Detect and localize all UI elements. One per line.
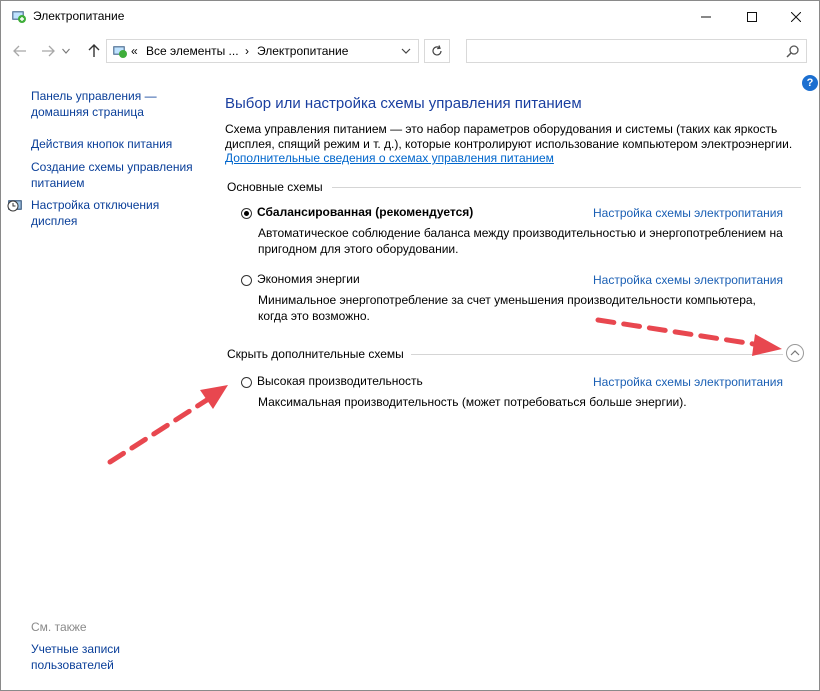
plan-balanced-name[interactable]: Сбалансированная (рекомендуется) — [257, 205, 474, 219]
group-divider — [411, 354, 783, 355]
plan-high-performance-radio[interactable] — [241, 377, 252, 388]
breadcrumb-power-options[interactable]: Электропитание — [257, 44, 349, 58]
collapse-additional-plans-button[interactable] — [786, 344, 804, 362]
chevron-up-icon — [790, 349, 800, 357]
plan-high-performance-name[interactable]: Высокая производительность — [257, 374, 423, 388]
page-description: Схема управления питанием — это набор параметров оборудования и системы (таких как яркость дисплея, спящий режим и т. д.), которые контролируют использование компьютером электроэнергии. — [225, 122, 793, 151]
power-options-icon — [11, 8, 27, 24]
sidebar-item-control-panel-home[interactable]: Панель управления — домашняя страница — [31, 89, 157, 119]
see-also-title: См. также — [31, 620, 87, 634]
address-overflow-chevron[interactable]: « — [131, 44, 138, 58]
plan-high-performance-description: Максимальная производительность (может потребоваться больше энергии). — [258, 395, 687, 409]
sidebar-item-display-off[interactable]: Настройка отключения дисплея — [31, 198, 160, 228]
refresh-button[interactable] — [424, 39, 450, 63]
refresh-icon — [431, 45, 443, 57]
forward-button[interactable] — [36, 35, 60, 67]
plan-power-saver-settings-link[interactable]: Настройка схемы электропитания — [593, 273, 783, 287]
chevron-down-icon — [62, 48, 70, 54]
minimize-icon — [701, 12, 711, 22]
title-bar — [1, 1, 819, 32]
page-title: Выбор или настройка схемы управления питанием — [225, 95, 582, 112]
more-info-link[interactable]: Дополнительные сведения о схемах управления питанием — [225, 151, 554, 165]
back-button[interactable] — [8, 35, 32, 67]
maximize-icon — [747, 12, 757, 22]
window-title: Электропитание — [33, 9, 125, 23]
plan-balanced-description: Автоматическое соблюдение баланса между производительностью и энергопотреблением на пригодном для этого оборудовании. — [258, 226, 783, 256]
arrow-left-icon — [13, 45, 27, 57]
up-button[interactable] — [82, 35, 106, 67]
search-icon — [786, 44, 800, 58]
close-icon — [791, 12, 801, 22]
control-panel-icon — [112, 43, 128, 59]
plan-balanced-settings-link[interactable]: Настройка схемы электропитания — [593, 206, 783, 220]
breadcrumb-separator[interactable]: › — [245, 44, 249, 58]
address-bar[interactable] — [106, 39, 419, 63]
arrow-up-icon — [88, 44, 100, 58]
basic-plans-title: Основные схемы — [227, 180, 323, 194]
navigation-bar — [1, 35, 819, 67]
display-clock-icon — [7, 197, 25, 215]
sidebar-item-user-accounts[interactable]: Учетные записи пользователей — [31, 642, 120, 672]
hide-additional-plans-title[interactable]: Скрыть дополнительные схемы — [227, 347, 404, 361]
plan-power-saver-radio[interactable] — [241, 275, 252, 286]
plan-high-performance-settings-link[interactable]: Настройка схемы электропитания — [593, 375, 783, 389]
arrow-right-icon — [41, 45, 55, 57]
recent-locations-button[interactable] — [59, 35, 73, 67]
maximize-button[interactable] — [729, 1, 775, 32]
close-button[interactable] — [773, 1, 819, 32]
breadcrumb-all-items[interactable]: Все элементы ... — [146, 44, 239, 58]
search-input[interactable] — [466, 39, 807, 63]
sidebar-item-power-buttons[interactable]: Действия кнопок питания — [31, 137, 173, 151]
plan-power-saver-name[interactable]: Экономия энергии — [257, 272, 360, 286]
help-icon[interactable]: ? — [802, 75, 818, 91]
plan-balanced-radio[interactable] — [241, 208, 252, 219]
minimize-button[interactable] — [683, 1, 729, 32]
plan-power-saver-description: Минимальное энергопотребление за счет уменьшения производительности компьютера, когда это возможно. — [258, 293, 756, 323]
sidebar-item-create-plan[interactable]: Создание схемы управления питанием — [31, 160, 193, 190]
address-dropdown-icon[interactable] — [401, 44, 411, 58]
group-divider — [332, 187, 801, 188]
